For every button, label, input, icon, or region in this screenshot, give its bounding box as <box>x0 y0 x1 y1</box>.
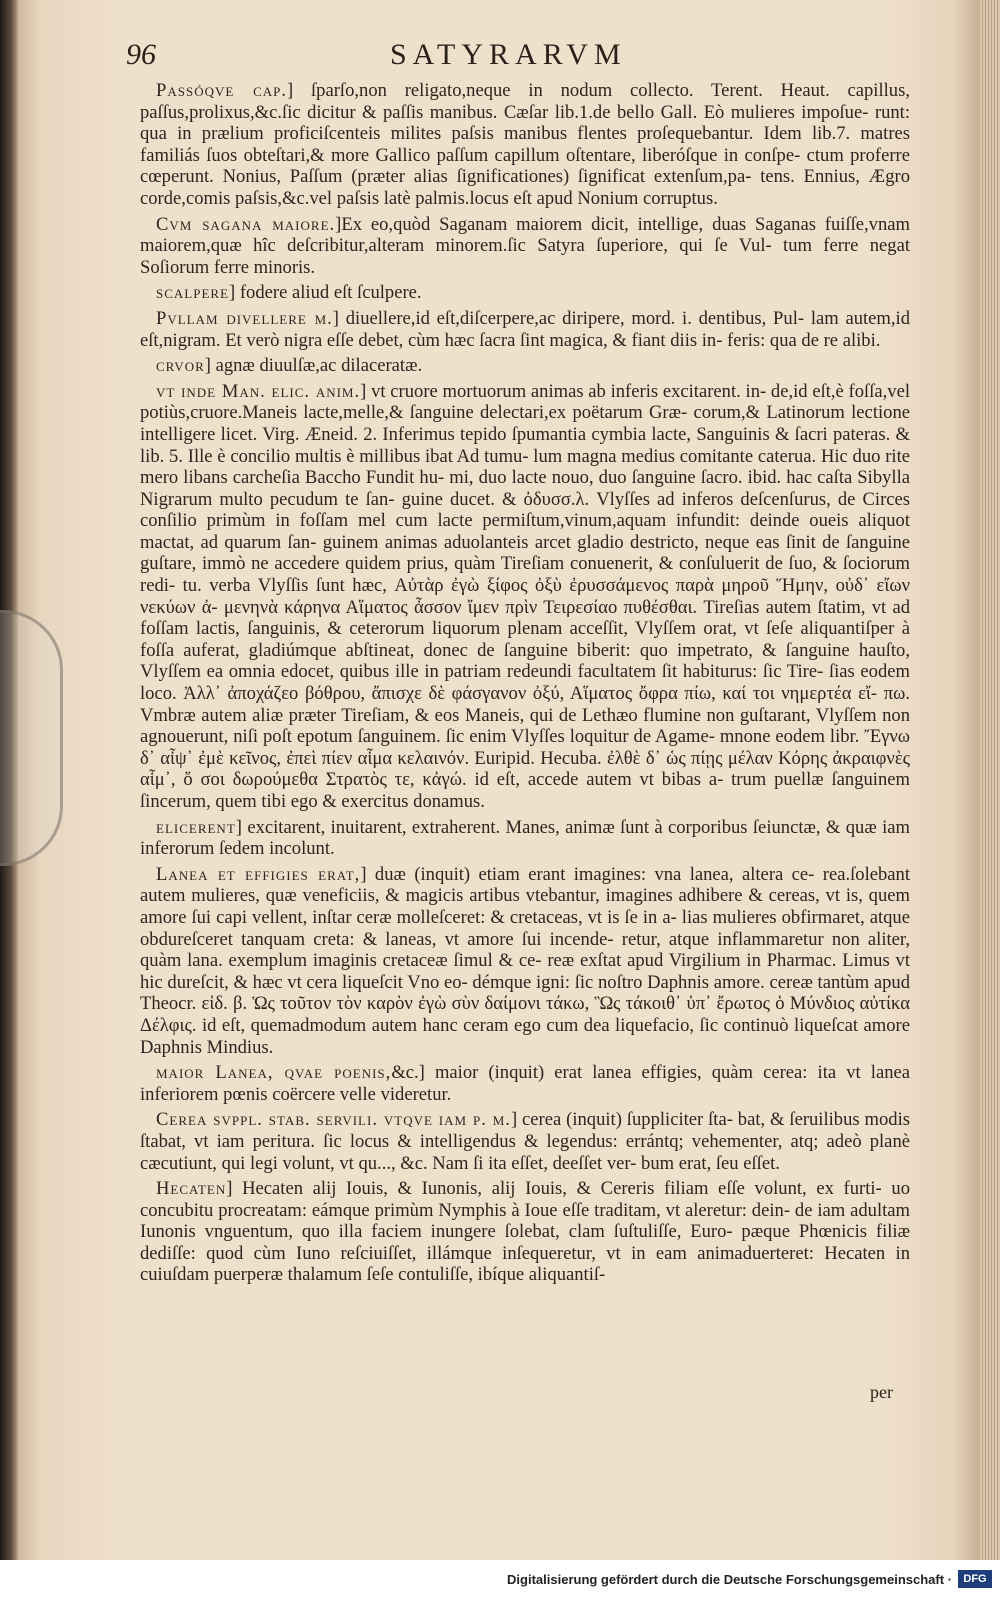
paragraph-text: ] vt cruore mortuorum animas ab inferis excitarent. in- de,id eſt,è foſſa,vel potiùs,cruore.Maneis lacte,melle,& ſanguine delectari,ex poëtarum Græ- corum,& Latinorum lectione intelligere licet. Virg. Æneid. 2. Inferimus tepido ſpumantia cymbia lacte, Sanguinis & ſacri pateras. & lib. 5. Ille è concilio multis è millibus ibat Ad tumu- lum magna medius comitante caterua. Hic duo rite mero libans carcheſia Baccho Fundit hu- mi, duo lacte nouo, duo ſanguine ſacro. ibid. hac caſta Sibylla Nigrarum multo pecudum te ſan- guine ducet. & ὀδυσσ.λ. Vlyſſes ad inferos deſcenſurus, de Circes conſilio primùm in foſſam mel cum lacte permiſtum,vinum,aquam infundit: deinde oueis aliquot mactat, ad quarum ſan- guinem animas aduolanteis arcet gladio destricto, neque eas ſinit de ſanguine guſtare, immò ne accedere quidem prius, quàm Tireſiam conuenerit, & conſuluerit de ſuo, & ſociorum redi- tu. verba Vlyſſis ſunt hæc, Αὐτὰρ ἐγὼ ξίφος ὀξὺ ἐρυσσάμενος παρὰ μηροῦ Ἥμην, οὐδ᾽ εἴων νεκύων ἀ- μενηνὰ κάρηνα Αἵματος ἆσσον ἴμεν πρὶν Τειρεσίαο πυθέσθαι. Tireſias autem ſtatim, vt ad foſſam lactis, ſanguinis, & ceterorum liquorum plenam acceſſit, Vlyſſem orat, vt ſeſe aliquantiſper à foſſa auferat, gladiúmque abſtineat, donec de ſanguine biberit: quo impetrato, & ſanguine hauſto, Vlyſſem ea omnia edocet, quibus ille in patriam redeundi facultatem ſit habiturus: ſic Tire- ſias eodem loco. Ἀλλ᾽ ἀποχάζεο βόθρου, ἄπισχε δὲ φάσγανον ὀξύ, Αἵματος ὄφρα πίω, καί τοι νημερτέα εἴ- πω. Vmbræ autem aliæ præter Tireſiam, & eos Maneis, qui de Lethæo flumine non guſtarant, Vlyſſem non agnouerunt, niſi poſt epotum ſanguinem. ſic enim Vlyſſes loquitur de Agame- mnone eodem libr. Ἔγνω δ᾽ αἶψ᾽ ἐμὲ κεῖνος, ἐπεὶ πίεν αἷμα κελαινόν. Euripid. Hecuba. ἐλθὲ δ᾽ ὡς πίῃς μέλαν Κόρης ἀκραιφνὲς αἷμ᾽, ὅ σοι δωρούμεθα Στρατὸς τε, κἀγώ. id eſt, accede autem vt bibas a- trum puellæ ſanguinem ſincerum, quem tibi ego & exercitus donamus. <box>140 380 910 812</box>
digitization-footer <box>0 1560 1000 1598</box>
dfg-logo-icon: DFG <box>958 1570 992 1588</box>
lemma: vt inde Man. elic. anim. <box>156 380 361 402</box>
running-title: SATYRARVM <box>390 38 627 71</box>
lemma: elicerent <box>156 816 236 838</box>
paragraph-text: ]Ex eo,quòd Saganam maiorem dicit, intellige, duas Saganas fuiſſe,vnam maiorem,quæ hîc deſcribitur,alteram minorem.ſic Satyra ſuperiore, qui ſe Vul- tum ferre negat Soſiorum ferre minoris. <box>140 213 910 278</box>
lemma: scalpere <box>156 282 230 304</box>
body-text <box>140 80 910 1385</box>
paragraph <box>140 381 910 813</box>
lemma: Lanea et effigies erat, <box>156 863 361 885</box>
paragraph <box>140 864 910 1058</box>
paragraph-text: ] excitarent, inuitarent, extraherent. Manes, animæ ſunt à corporibus ſeiunctæ, & quæ iam inferorum ſedem incolunt. <box>140 816 910 860</box>
paragraph <box>140 817 910 860</box>
paragraph-text: ] diuellere,id eſt,diſcerpere,ac diripere, mord. i. dentibus, Pul- lam autem,id eſt,nigram. Et verò nigra eſſe debet, cùm hæc ſacra ſint magica, & fiant diis in- feris: qua de re alibi. <box>140 307 911 351</box>
page-edges <box>980 0 1000 1560</box>
paragraph <box>140 80 910 210</box>
paragraph <box>140 1109 910 1174</box>
paragraph <box>140 214 910 279</box>
paragraph <box>140 282 910 304</box>
paragraph <box>140 1178 910 1286</box>
paragraph-text: ] agnæ diuulſæ,ac dilaceratæ. <box>204 355 423 377</box>
paragraph <box>140 355 910 377</box>
lemma: Hecaten <box>156 1178 227 1200</box>
lemma: Passóqve cap. <box>156 80 288 101</box>
paragraph-text: ] ſparſo,non religato,neque in nodum collecto. Terent. Heaut. capillus, paſſus,prolixus,&c.ſic dicitur & paſſis manibus. Cæſar lib.1.de bello Gall. Eò mulieres impoſue- runt: qua in prælium proficiſcenteis milites paſsis manibus flentes proſequebantur. Idem lib.7. matres familiás ſuos obteſtari,& more Gallico paſſum capillum oſtentare, liberóſque in conſpe- ctum proferre cœperunt. Nonius, Paſſum (præter alias ſignificationes) ſignificat extenſum,pa- tens. Ennius, Ægro corde,comis paſsis,&c.vel paſsis latè palmis.locus eſt apud Nonium corruptus. <box>140 80 910 209</box>
folio-number: 96 <box>126 38 156 71</box>
paragraph-text: ] cerea (inquit) ſuppliciter ſta- bat, & ſeruilibus modis ſtabat, vt iam peritura. ſic locus & intelligendus & legendus: errántq; vehementer, atq; adeò planè cæcutiunt, qui legi volunt, vt qu..., &c. Nam ſi ita eſſet, deeſſet ver- bum erat, ſeu eſſet. <box>140 1109 910 1174</box>
catchword: per <box>870 1382 893 1402</box>
page-clip <box>0 610 63 866</box>
paragraph-text: ] fodere aliud eſt ſculpere. <box>229 282 422 304</box>
lemma: Cvm sagana maiore. <box>156 213 336 235</box>
page-header <box>110 34 900 74</box>
lemma: maior Lanea, qvae poenis, <box>156 1062 392 1084</box>
paragraph <box>140 308 910 351</box>
paragraph-text: &c.] maior (inquit) erat lanea effigies, quàm cerea: ita vt lanea inferiorem pœnis coërcere velle videretur. <box>140 1062 911 1105</box>
paragraph-text: ] duæ (inquit) etiam erant imagines: vna lanea, altera ce- rea.ſolebant autem mulieres, quæ veneficiis, & magicis artibus vtebantur, imagines adhibere & cereas, vt is, quem amore ſui capi vellent, inſtar ceræ molleſceret: & cretaceas, vt is ſe in a- lias mulieres obfirmaret, atque obdureſceret tanquam creta: & laneas, vt amore ſui incende- retur, atque inflammaretur non aliter, quàm lana. exemplum imaginis cretaceæ ſimul & ce- reæ exſtat apud Virgilium in Pharmac. Limus vt hic dureſcit, & hæc vt cera liqueſcit Vno eo- démque igni: ſic noſtro Daphnis amore. cereæ tantùm apud Theocr. εἰδ. β. Ὡς τοῦτον τὸν καρὸν ἐγὼ σὺν δαίμονι τάκω, Ὣς τάκοιθ᾽ ὑπ᾽ ἔρωτος ὁ Μύνδιος αὐτίκα Δέλφις. id eſt, quemadmodum autem hanc ceram ego cum dea liquefacio, ſic continuò liqueſcat amore Daphnis Mindius. <box>140 863 911 1058</box>
paragraph-text: ] Hecaten alij Iouis, & Iunonis, alij Iouis, & Cereris filiam eſſe volunt, ex furti- uo concubitu procreatam: eámque primùm Nymphis à Ioue eſſe traditam, vt aleretur: dein- de iam adultam Iunonis vnguentum, quo illa faciem inungere ſolebat, clam ſuſtuliſſe, Euro- pæque Phœnicis filiæ dediſſe: quod cùm Iuno reſciuiſſet, illámque inſequeretur, vt in eam animaduerteret: Hecaten in cuiuſdam puerperæ thalamum ſeſe contuliſſe, ibíque aliquantiſ- <box>140 1178 910 1286</box>
lemma: crvor <box>156 355 205 377</box>
funding-credit: Digitalisierung gefördert durch die Deutsche Forschungsgemeinschaft · <box>507 1572 952 1587</box>
lemma: Cerea svppl. stab. servili. vtqve iam p. m. <box>156 1109 511 1131</box>
lemma: Pvllam divellere m. <box>156 307 333 329</box>
paragraph <box>140 1062 910 1105</box>
